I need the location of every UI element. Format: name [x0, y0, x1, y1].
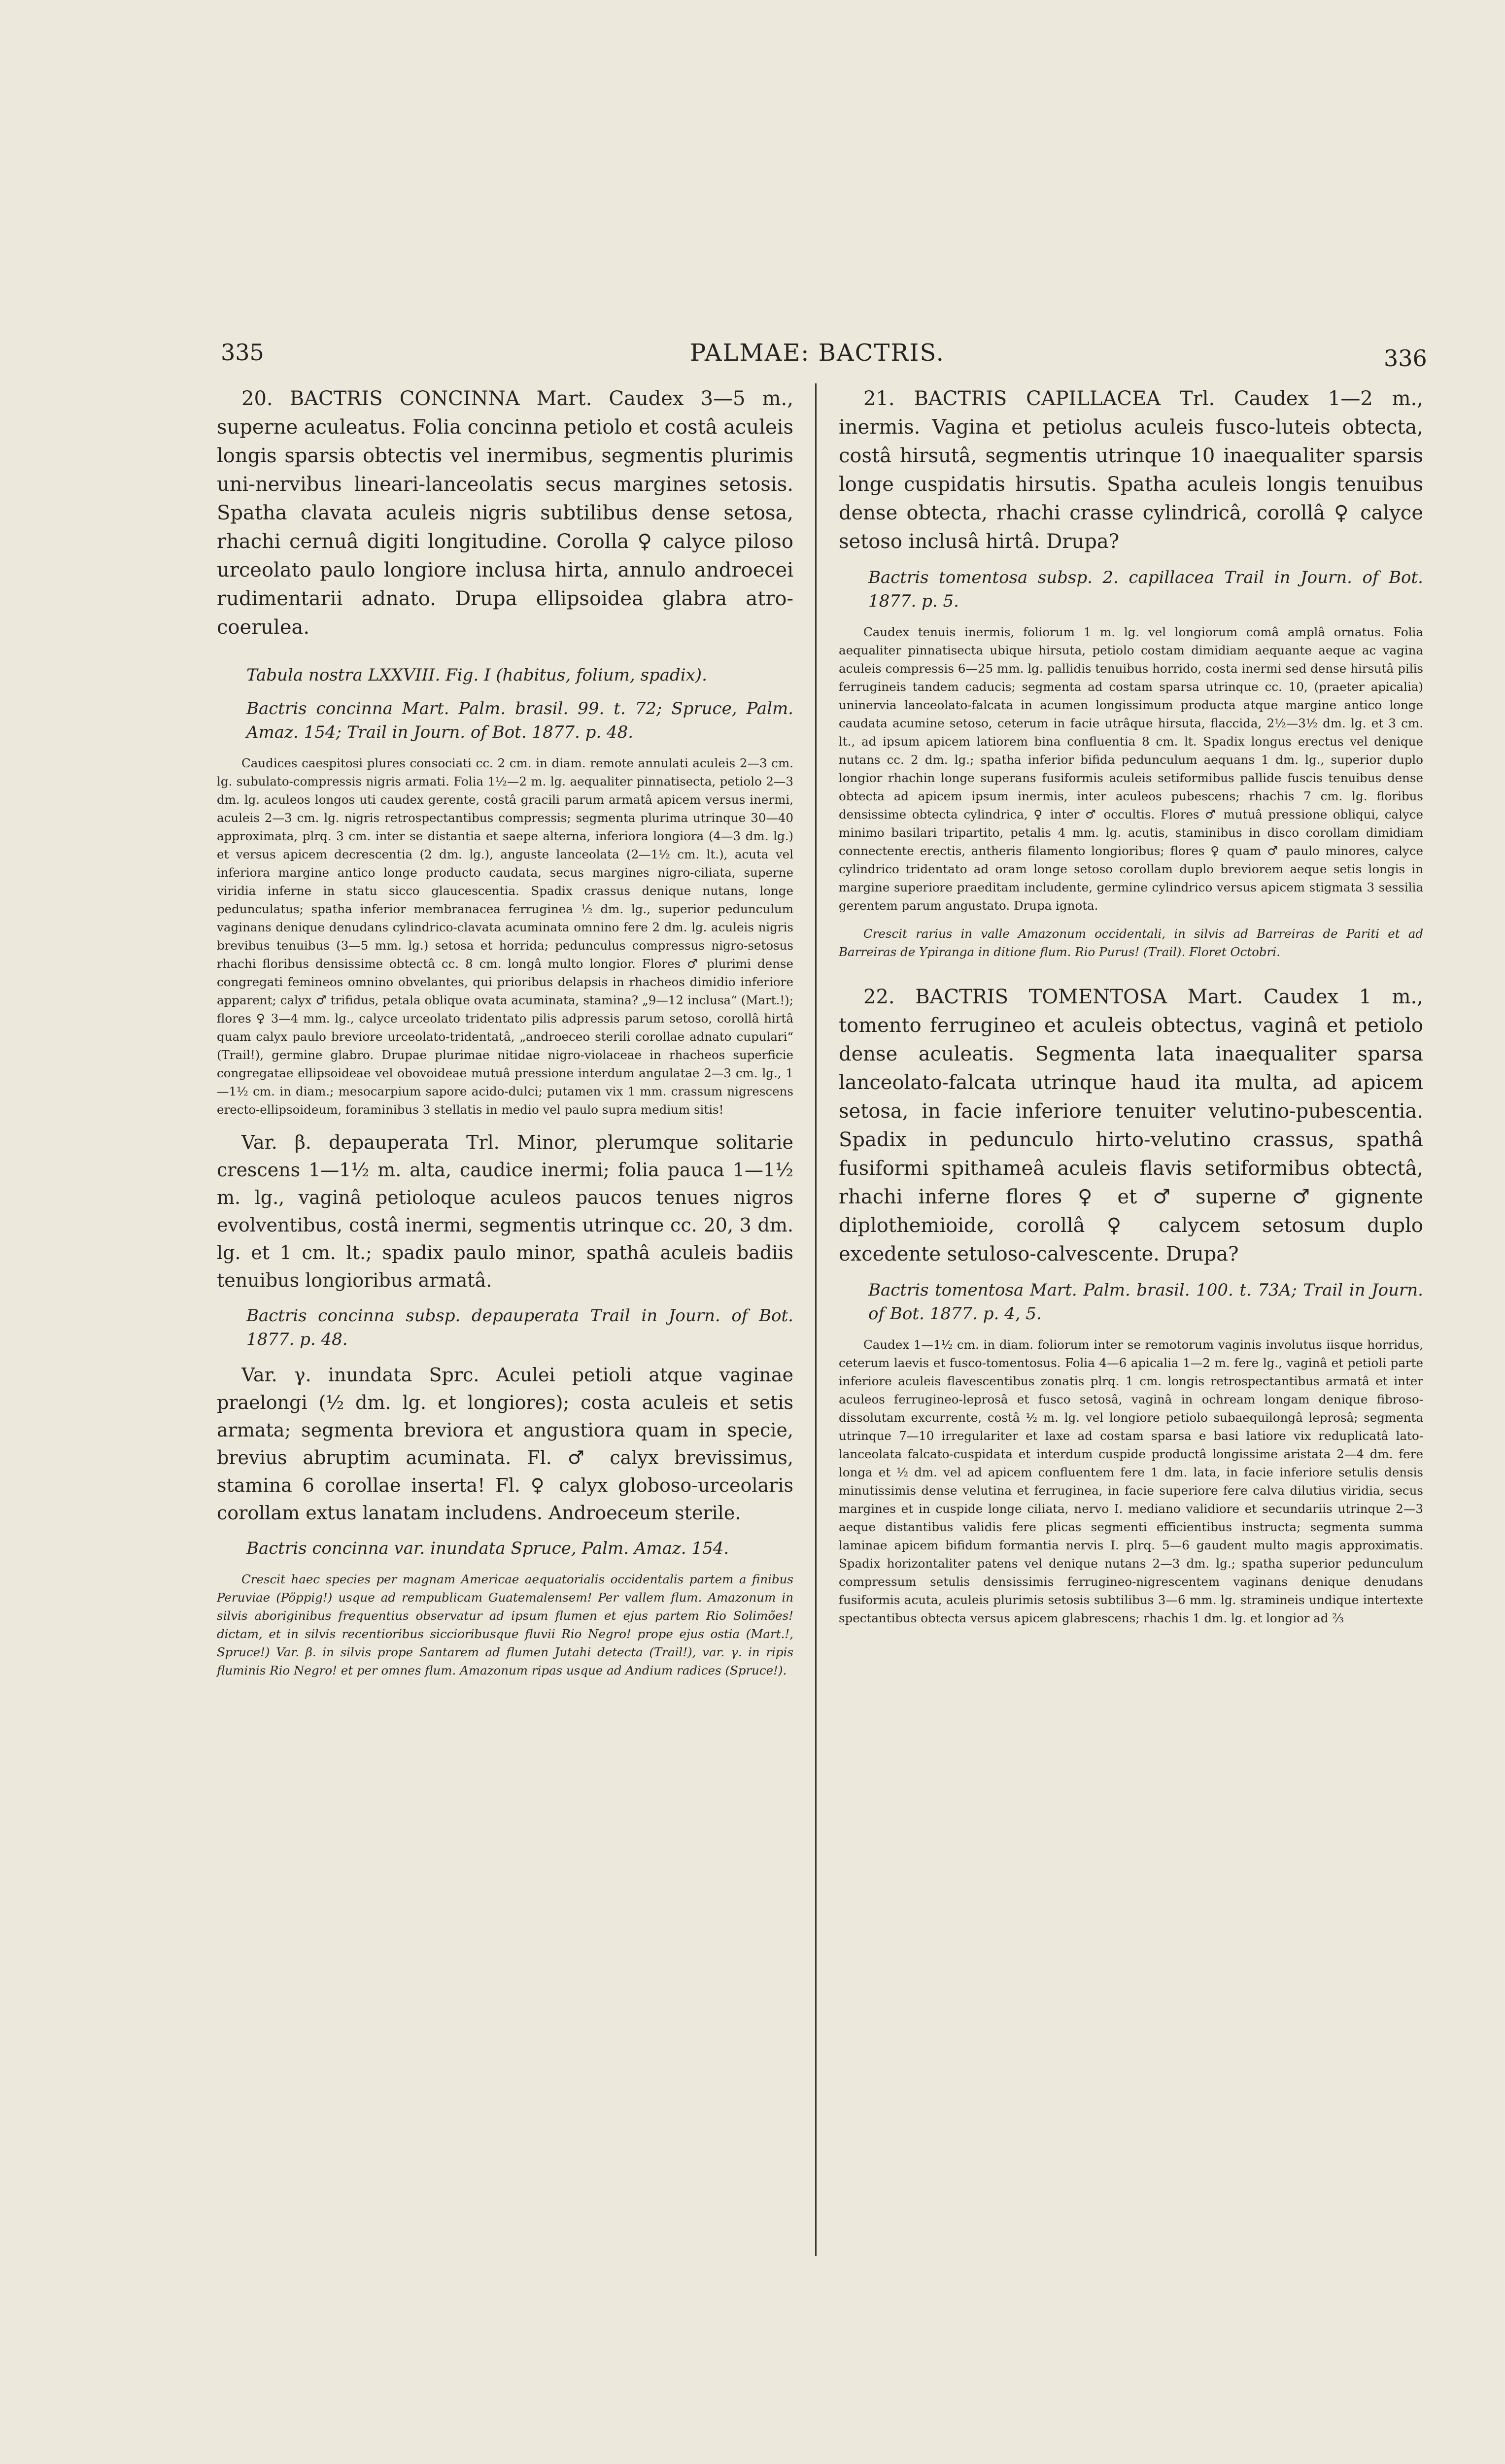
page-number-left: 335: [221, 339, 264, 366]
species-22-reference: Bactris tomentosa Mart. Palm. brasil. 100. t. 73A; Trail in Journ. of Bot. 1877. p. 4, 5.: [868, 1280, 1423, 1324]
species-21-habitat: Crescit rarius in valle Amazonum occidentali, in silvis ad Barreiras de Pariti et ad Barreiras de Ypiranga in ditione flum. Rio Purus! (Trail). Floret Octobri.: [839, 926, 1423, 959]
species-21-description: Caudex tenuis inermis, foliorum 1 m. lg. vel longiorum comâ amplâ ornatus. Folia aequaliter pinnatisecta ubique hirsuta, petiolo costam dimidiam aequante aeque ac vagina aculeis compressis 6—25 mm. lg. pallidis tenuibus horrido, costa inermi sed dense hirsutâ pilis ferrugineis tandem caducis; segmenta ad costam sparsa utrinque cc. 10, (praeter apicalia) uninervia lanceolato-falcata in acumen longissimum producta atque margine antico longe caudata acumine setoso, ceterum in facie utrâque hirsuta, flaccida, 2½—3½ dm. lg. et 3 cm. lt., ad ipsum apicem latiorem bina confluentia 8 cm. lt. Spadix longus erectus vel denique nutans cc. 2 dm. lg.; spatha inferior bifida pedunculum aequans 1 dm. lg., superior duplo longior rhachin longe superans fusiformis aculeis setiformibus pallide fuscis tenuibus dense obtecta ad apicem ipsum inermis, inter aculeos pubescens; rhachis 7 cm. lg. floribus densissime obtecta cylindrica, ♀ inter ♂ occultis. Flores ♂ mutuâ pressione obliqui, calyce minimo basilari tripartito, petalis 4 mm. lg. acutis, staminibus in disco corollam dimidiam connectente erectis, antheris filamento longioribus; flores ♀ quam ♂ paulo minores, calyce cylindrico tridentato ad oram longe setoso corollam duplo breviorem aeque setis longis in margine superiore praeditam includente, germine cylindrico versus apicem stigmata 3 sessilia gerentem parum angustato. Drupa ignota.: [839, 625, 1423, 913]
species-21-diagnosis: 21. BACTRIS CAPILLACEA Trl. Caudex 1—2 m., inermis. Vagina et petiolus aculeis fusco-luteis obtecta, costâ hirsutâ, segmentis utrinque 10 inaequaliter sparsis longe cuspidatis hirsutis. Spatha aculeis longis tenuibus dense obtecta, rhachi crasse cylindricâ, corollâ ♀ calyce setoso inclusâ hirtâ. Drupa?: [839, 387, 1423, 553]
species-20-description: Caudices caespitosi plures consociati cc. 2 cm. in diam. remote annulati aculeis 2—3 cm. lg. subulato-compressis nigris armati. Folia 1½—2 m. lg. aequaliter pinnatisecta, petiolo 2—3 dm. lg. aculeos longos uti caudex gerente, costâ gracili parum armatâ apicem versus inermi, aculeis 2—3 cm. lg. nigris retrospectantibus compressis; segmenta plurima utrinque 30—40 approximata, plrq. 3 cm. inter se distantia et saepe alterna, inferiora longiora (4—3 dm. lg.) et versus apicem decrescentia (2 dm. lg.), anguste lanceolata (2—1½ cm. lt.), acuta vel inferiora margine antico longe producto caudata, secus margines nigro-ciliata, superne viridia inferne in statu sicco glaucescentia. Spadix crassus denique nutans, longe pedunculatus; spatha inferior membranacea ferruginea ½ dm. lg., superior pedunculum vaginans denique denudans cylindrico-clavata acuminata omnino fere 2 dm. lg. aculeis nigris brevibus tenuibus (3—5 mm. lg.) setosa et horrida; pedunculus compressus nigro-setosus rhachi floribus densissime obtectâ cc. 8 cm. longâ multo longior. Flores ♂ plurimi dense congregati femineos omnino obvelantes, qui prioribus delapsis in rhacheos dimidio inferiore apparent; calyx ♂ trifidus, petala oblique ovata acuminata, stamina? „9—12 inclusa“ (Mart.!); flores ♀ 3—4 mm. lg., calyce urceolato tridentato pilis adpressis parum setoso, corollâ hirtâ quam calyx paulo breviore urceolato-tridentatâ, „androeceo sterili corollae adnato cupulari“ (Trail!), germine glabro. Drupae plurimae nitidae nigro-violaceae in rhacheos superficie congregatae ellipsoideae vel obovoideae mutuâ pressione interdum angulatae 2—3 cm. lg., 1—1½ cm. in diam.; mesocarpium sapore acido-dulci; putamen vix 1 mm. crassum nigrescens erecto-ellipsoideum, foraminibus 3 stellatis in medio vel paulo supra medium sitis!: [217, 756, 793, 1117]
species-20-diagnosis: 20. BACTRIS CONCINNA Mart. Caudex 3—5 m., superne aculeatus. Folia concinna petiolo et costâ aculeis longis sparsis obtectis vel inermibus, segmentis plurimis uni-nervibus lineari-lanceolatis secus margines setosis. Spatha clavata aculeis nigris subtilibus dense setosa, rhachi cernuâ digiti longitudine. Corolla ♀ calyce piloso urceolato paulo longiore inclusa hirta, annulo androecei rudimentarii adnato. Drupa ellipsoidea glabra atro-coerulea.: [217, 387, 793, 639]
plate-reference: Tabula nostra LXXVIII. Fig. I (habitus, folium, spadix).: [246, 665, 707, 685]
species-21-reference: Bactris tomentosa subsp. 2. capillacea Trail in Journ. of Bot. 1877. p. 5.: [868, 568, 1423, 611]
variety-gamma: Var. γ. inundata Sprc. Aculei petioli atque vaginae praelongi (½ dm. lg. et longiores); costa aculeis et setis armata; segmenta breviora et angustiora quam in specie, brevius abruptim acuminata. Fl. ♂ calyx brevissimus, stamina 6 corollae inserta! Fl. ♀ calyx globoso-urceolaris corollam extus lanatam includens. Androeceum sterile.: [217, 1364, 793, 1524]
page-number-right: 336: [1384, 345, 1427, 372]
variety-beta: Var. β. depauperata Trl. Minor, plerumque solitarie crescens 1—1½ m. alta, caudice inermi; folia pauca 1—1½ m. lg., vaginâ petioloque aculeos paucos tenues nigros evolventibus, costâ inermi, segmentis utrinque cc. 20, 3 dm. lg. et 1 cm. lt.; spadix paulo minor, spathâ aculeis badiis tenuibus longioribus armatâ.: [217, 1131, 793, 1291]
variety-beta-reference: Bactris concinna subsp. depauperata Trail in Journ. of Bot. 1877. p. 48.: [246, 1306, 793, 1349]
species-22-description: Caudex 1—1½ cm. in diam. foliorum inter se remotorum vaginis involutus iisque horridus, ceterum laevis et fusco-tomentosus. Folia 4—6 apicalia 1—2 m. fere lg., vaginâ et petioli parte inferiore aculeis flavescentibus zonatis plrq. 1 cm. longis retrospectantibus armatâ et inter aculeos ferrugineo-leprosâ et fusco setosâ, vaginâ in ochream longam denique fibroso-dissolutam excurrente, costâ ½ m. lg. vel longiore petiolo subaequilongâ leprosâ; segmenta utrinque 7—10 irregulariter et laxe ad costam sparsa e basi latiore vix reduplicatâ lato-lanceolata falcato-cuspidata et interdum cuspide productâ longissime aristata 2—4 dm. fere longa et ½ dm. vel ad apicem confluentem fere 1 dm. lata, in facie inferiore setulis densis minutissimis dense velutina et ferruginea, in facie superiore fere calva dilutius viridia, secus margines et in cuspide longe ciliata, nervo I. mediano validiore et secundariis utrinque 2—3 aeque distantibus validis fere plicas segmenti efficientibus instructa; segmenta summa laminae apicem bifidum formantia nervis I. plrq. 5—6 gaudent multo magis approximatis. Spadix horizontaliter patens vel denique nutans 2—3 dm. lg.; spatha superior pedunculum compressum setulis densissimis ferrugineo-nigrescentem vaginans denique denudans fusiformis acuta, aculeis plurimis setosis subtilibus 3—6 mm. lg. stramineis undique intertexte spectantibus obtecta versus apicem glabrescens; rhachis 1 dm. lg. et longior ad ⅔: [839, 1337, 1423, 1625]
right-column: [839, 384, 1423, 1637]
habitat-note: Crescit haec species per magnam Americae aequatorialis occidentalis partem a finibus Peruviae (Pöppig!) usque ad rempublicam Guatemalensem! Per vallem flum. Amazonum in silvis aboriginibus frequentius observatur ad ipsum flumen et ejus partem Rio Solimões! dictam, et in silvis recentioribus siccioribusque fluvii Rio Negro! prope ejus ostia (Mart.!, Spruce!) Var. β. in silvis prope Santarem ad flumen Jutahi detecta (Trail!), var. γ. in ripis fluminis Rio Negro! et per omnes flum. Amazonum ripas usque ad Andium radices (Spruce!).: [217, 1572, 793, 1677]
variety-gamma-reference: Bactris concinna var. inundata Spruce, Palm. Amaz. 154.: [246, 1539, 729, 1558]
species-22-diagnosis: 22. BACTRIS TOMENTOSA Mart. Caudex 1 m., tomento ferrugineo et aculeis obtectus, vaginâ et petiolo dense aculeatis. Segmenta lata inaequaliter sparsa lanceolato-falcata utrinque haud ita multa, ad apicem setosa, in facie inferiore tenuiter velutino-pubescentia. Spadix in pedunculo hirto-velutino crassus, spathâ fusiformi spithameâ aculeis flavis setiformibus obtectâ, rhachi inferne flores ♀ et ♂ superne ♂ gignente diplothemioide, corollâ ♀ calycem setosum duplo excedente setuloso-calvescente. Drupa?: [839, 986, 1423, 1266]
column-divider: [815, 383, 817, 2256]
synonymy-reference: Bactris concinna Mart. Palm. brasil. 99. t. 72; Spruce, Palm. Amaz. 154; Trail in Journ. of Bot. 1877. p. 48.: [246, 699, 793, 742]
running-header: [0, 335, 1505, 375]
left-column: [217, 384, 793, 1689]
running-title: PALMAE: BACTRIS.: [690, 339, 945, 367]
